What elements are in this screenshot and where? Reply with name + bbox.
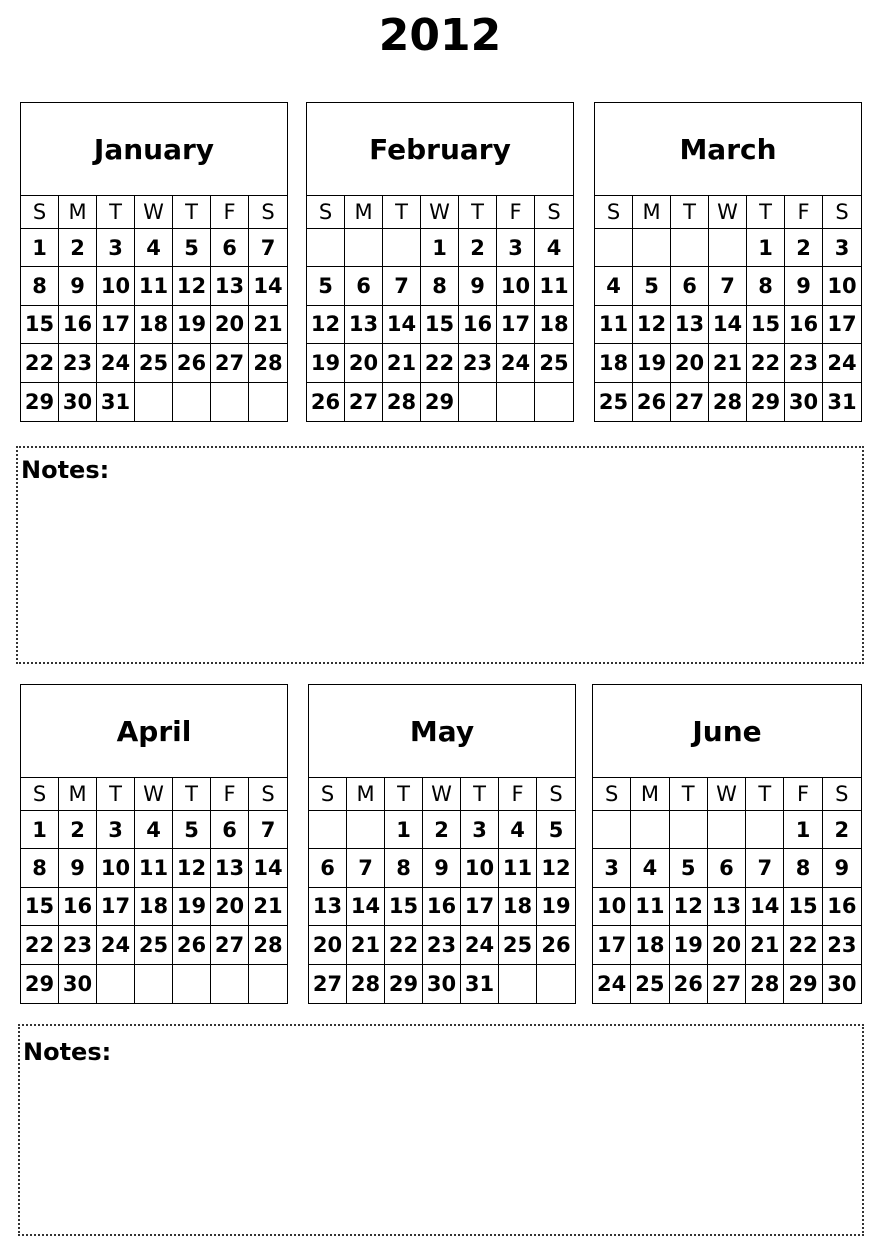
empty-day-cell: [307, 229, 345, 267]
day-cell[interactable]: 9: [785, 267, 823, 305]
day-cell[interactable]: 20: [211, 306, 249, 344]
day-cell[interactable]: 18: [135, 306, 173, 344]
weekday-header: S: [249, 778, 287, 811]
day-cell[interactable]: 16: [785, 306, 823, 344]
day-cell[interactable]: 10: [497, 267, 535, 305]
day-cell[interactable]: 15: [21, 306, 59, 344]
day-cell[interactable]: 20: [211, 888, 249, 926]
day-cell[interactable]: 3: [823, 229, 861, 267]
day-cell[interactable]: 22: [784, 926, 822, 964]
day-cell[interactable]: 13: [671, 306, 709, 344]
day-cell[interactable]: 23: [59, 344, 97, 382]
day-cell[interactable]: 12: [670, 888, 708, 926]
weekday-header: F: [785, 196, 823, 229]
day-cell[interactable]: 9: [59, 849, 97, 887]
month-calendar-march: [594, 102, 862, 422]
month-name: January: [21, 103, 287, 196]
day-cell[interactable]: 21: [709, 344, 747, 382]
day-cell[interactable]: 6: [211, 229, 249, 267]
month-calendar-june: [592, 684, 862, 1004]
day-cell[interactable]: 16: [59, 888, 97, 926]
day-cell[interactable]: 19: [173, 888, 211, 926]
weekday-header: T: [746, 778, 784, 811]
empty-day-cell: [309, 811, 347, 849]
day-cell[interactable]: 1: [385, 811, 423, 849]
weekday-header: W: [709, 196, 747, 229]
day-cell[interactable]: 1: [21, 811, 59, 849]
day-cell[interactable]: 22: [385, 926, 423, 964]
day-cell[interactable]: 12: [307, 306, 345, 344]
weekday-header: T: [385, 778, 423, 811]
empty-day-cell: [595, 229, 633, 267]
day-cell[interactable]: 1: [21, 229, 59, 267]
day-cell[interactable]: 22: [747, 344, 785, 382]
day-cell[interactable]: 8: [421, 267, 459, 305]
day-cell[interactable]: 21: [383, 344, 421, 382]
month-grid: [21, 778, 287, 1003]
day-cell[interactable]: 29: [21, 965, 59, 1003]
empty-day-cell: [633, 229, 671, 267]
day-cell[interactable]: 29: [747, 383, 785, 421]
day-cell[interactable]: 11: [535, 267, 573, 305]
day-cell[interactable]: 17: [593, 926, 631, 964]
day-cell[interactable]: 16: [459, 306, 497, 344]
day-cell[interactable]: 28: [709, 383, 747, 421]
day-cell[interactable]: 24: [461, 926, 499, 964]
weekday-header: M: [633, 196, 671, 229]
empty-day-cell: [593, 811, 631, 849]
day-cell[interactable]: 16: [823, 888, 861, 926]
day-cell[interactable]: 27: [211, 344, 249, 382]
day-cell[interactable]: 11: [631, 888, 669, 926]
day-cell[interactable]: 19: [633, 344, 671, 382]
day-cell[interactable]: 29: [421, 383, 459, 421]
empty-day-cell: [345, 229, 383, 267]
day-cell[interactable]: 2: [823, 811, 861, 849]
day-cell[interactable]: 24: [97, 926, 135, 964]
day-cell[interactable]: 10: [593, 888, 631, 926]
day-cell[interactable]: 17: [497, 306, 535, 344]
day-cell[interactable]: 4: [595, 267, 633, 305]
weekday-header: M: [59, 778, 97, 811]
day-cell[interactable]: 20: [345, 344, 383, 382]
day-cell[interactable]: 10: [823, 267, 861, 305]
day-cell[interactable]: 23: [785, 344, 823, 382]
day-cell[interactable]: 22: [21, 926, 59, 964]
day-cell[interactable]: 7: [383, 267, 421, 305]
empty-day-cell: [671, 229, 709, 267]
day-cell[interactable]: 3: [97, 811, 135, 849]
empty-day-cell: [249, 965, 287, 1003]
empty-day-cell: [499, 965, 537, 1003]
day-cell[interactable]: 28: [249, 344, 287, 382]
day-cell[interactable]: 8: [784, 849, 822, 887]
weekday-header: W: [708, 778, 746, 811]
weekday-header: W: [423, 778, 461, 811]
day-cell[interactable]: 18: [535, 306, 573, 344]
weekday-header: S: [595, 196, 633, 229]
day-cell[interactable]: 10: [97, 849, 135, 887]
day-cell[interactable]: 14: [347, 888, 385, 926]
day-cell[interactable]: 18: [595, 344, 633, 382]
day-cell[interactable]: 26: [537, 926, 575, 964]
day-cell[interactable]: 26: [173, 926, 211, 964]
day-cell[interactable]: 25: [135, 344, 173, 382]
month-calendar-april: [20, 684, 288, 1004]
day-cell[interactable]: 18: [499, 888, 537, 926]
day-cell[interactable]: 4: [135, 811, 173, 849]
empty-day-cell: [497, 383, 535, 421]
day-cell[interactable]: 23: [423, 926, 461, 964]
day-cell[interactable]: 4: [631, 849, 669, 887]
day-cell[interactable]: 24: [497, 344, 535, 382]
day-cell[interactable]: 15: [747, 306, 785, 344]
day-cell[interactable]: 1: [784, 811, 822, 849]
day-cell[interactable]: 16: [423, 888, 461, 926]
day-cell[interactable]: 15: [385, 888, 423, 926]
day-cell[interactable]: 5: [670, 849, 708, 887]
day-cell[interactable]: 11: [595, 306, 633, 344]
day-cell[interactable]: 3: [497, 229, 535, 267]
day-cell[interactable]: 10: [461, 849, 499, 887]
day-cell[interactable]: 20: [671, 344, 709, 382]
day-cell[interactable]: 2: [59, 229, 97, 267]
day-cell[interactable]: 24: [823, 344, 861, 382]
weekday-header: S: [249, 196, 287, 229]
weekday-header: F: [211, 196, 249, 229]
day-cell[interactable]: 24: [593, 965, 631, 1003]
day-cell[interactable]: 15: [784, 888, 822, 926]
day-cell[interactable]: 8: [747, 267, 785, 305]
day-cell[interactable]: 27: [671, 383, 709, 421]
month-name: April: [21, 685, 287, 778]
day-cell[interactable]: 23: [59, 926, 97, 964]
day-cell[interactable]: 30: [827, 971, 857, 996]
weekday-header: W: [135, 196, 173, 229]
day-cell[interactable]: 14: [249, 267, 287, 305]
weekday-header: F: [211, 778, 249, 811]
day-cell[interactable]: 30: [423, 965, 461, 1003]
day-cell[interactable]: 11: [499, 849, 537, 887]
weekday-header: T: [461, 778, 499, 811]
day-cell[interactable]: 4: [499, 811, 537, 849]
day-cell[interactable]: 26: [633, 383, 671, 421]
day-cell[interactable]: 25: [135, 926, 173, 964]
day-cell[interactable]: 13: [708, 888, 746, 926]
weekday-header: S: [309, 778, 347, 811]
day-cell[interactable]: 6: [309, 849, 347, 887]
day-cell[interactable]: 25: [499, 926, 537, 964]
day-cell[interactable]: 19: [537, 888, 575, 926]
day-cell[interactable]: 31: [461, 965, 499, 1003]
day-cell[interactable]: 12: [173, 849, 211, 887]
day-cell[interactable]: 4: [535, 229, 573, 267]
day-cell[interactable]: 17: [461, 888, 499, 926]
day-cell[interactable]: 14: [709, 306, 747, 344]
day-cell[interactable]: 5: [633, 267, 671, 305]
weekday-header: W: [421, 196, 459, 229]
day-cell[interactable]: 9: [459, 267, 497, 305]
day-cell[interactable]: 7: [746, 849, 784, 887]
empty-day-cell: [709, 229, 747, 267]
day-cell[interactable]: 7: [249, 229, 287, 267]
empty-day-cell: [459, 383, 497, 421]
month-name: June: [593, 685, 861, 778]
day-cell[interactable]: 1: [747, 229, 785, 267]
day-cell[interactable]: 30: [785, 383, 823, 421]
empty-day-cell: [383, 229, 421, 267]
day-cell[interactable]: 27: [708, 965, 746, 1003]
day-cell[interactable]: 1: [421, 229, 459, 267]
weekday-header: T: [97, 196, 135, 229]
day-cell[interactable]: 25: [631, 965, 669, 1003]
day-cell[interactable]: 5: [173, 229, 211, 267]
day-cell[interactable]: 20: [309, 926, 347, 964]
day-cell[interactable]: 5: [307, 267, 345, 305]
weekday-header: S: [823, 196, 861, 229]
empty-day-cell: [173, 383, 211, 421]
day-cell[interactable]: 5: [173, 811, 211, 849]
weekday-header: M: [631, 778, 669, 811]
day-cell[interactable]: 27: [309, 965, 347, 1003]
day-cell[interactable]: 12: [173, 267, 211, 305]
day-cell[interactable]: 20: [708, 926, 746, 964]
day-cell[interactable]: 15: [421, 306, 459, 344]
day-cell[interactable]: 13: [211, 849, 249, 887]
weekday-header: T: [97, 778, 135, 811]
day-cell[interactable]: 7: [709, 267, 747, 305]
day-cell[interactable]: 8: [21, 849, 59, 887]
day-cell[interactable]: 19: [307, 344, 345, 382]
month-name: February: [307, 103, 573, 196]
day-cell[interactable]: 18: [631, 926, 669, 964]
day-cell[interactable]: 14: [249, 849, 287, 887]
day-cell[interactable]: 22: [21, 344, 59, 382]
day-cell[interactable]: 13: [211, 267, 249, 305]
day-cell[interactable]: 28: [746, 965, 784, 1003]
day-cell[interactable]: 4: [135, 229, 173, 267]
day-cell[interactable]: 23: [459, 344, 497, 382]
notes-label: Notes:: [21, 456, 110, 484]
notes-box-1[interactable]: [16, 446, 864, 664]
day-cell[interactable]: 21: [249, 888, 287, 926]
day-cell[interactable]: 13: [345, 306, 383, 344]
weekday-header: S: [21, 196, 59, 229]
empty-day-cell: [535, 383, 573, 421]
weekday-header: T: [671, 196, 709, 229]
day-cell[interactable]: 10: [97, 267, 135, 305]
day-cell[interactable]: 3: [461, 811, 499, 849]
empty-day-cell: [746, 811, 784, 849]
empty-day-cell: [135, 383, 173, 421]
day-cell[interactable]: 8: [385, 849, 423, 887]
day-cell[interactable]: 28: [383, 383, 421, 421]
month-calendar-february: [306, 102, 574, 422]
day-cell[interactable]: 31: [97, 383, 135, 421]
day-cell[interactable]: 9: [59, 267, 97, 305]
day-cell[interactable]: 14: [383, 306, 421, 344]
day-cell[interactable]: 12: [537, 849, 575, 887]
empty-day-cell: [537, 965, 575, 1003]
day-cell[interactable]: 30: [59, 383, 97, 421]
day-cell[interactable]: 2: [423, 811, 461, 849]
day-cell[interactable]: 28: [347, 965, 385, 1003]
weekday-header: T: [747, 196, 785, 229]
day-cell[interactable]: 21: [347, 926, 385, 964]
day-cell[interactable]: 18: [135, 888, 173, 926]
day-cell[interactable]: 7: [249, 811, 287, 849]
month-calendar-january: [20, 102, 288, 422]
empty-day-cell: [249, 383, 287, 421]
empty-day-cell: [347, 811, 385, 849]
weekday-header: F: [497, 196, 535, 229]
day-cell[interactable]: 6: [708, 849, 746, 887]
day-cell[interactable]: 6: [345, 267, 383, 305]
empty-day-cell: [211, 383, 249, 421]
day-cell[interactable]: 9: [423, 849, 461, 887]
weekday-header: T: [383, 196, 421, 229]
weekday-header: M: [345, 196, 383, 229]
day-cell[interactable]: 19: [173, 306, 211, 344]
day-cell[interactable]: 21: [249, 306, 287, 344]
day-cell[interactable]: 3: [593, 849, 631, 887]
weekday-header: T: [173, 196, 211, 229]
notes-box-2[interactable]: [18, 1024, 864, 1236]
day-cell[interactable]: 6: [211, 811, 249, 849]
day-cell[interactable]: 7: [347, 849, 385, 887]
day-cell[interactable]: 14: [746, 888, 784, 926]
empty-day-cell: [211, 965, 249, 1003]
day-cell[interactable]: 12: [633, 306, 671, 344]
day-cell[interactable]: 11: [135, 267, 173, 305]
weekday-header: S: [21, 778, 59, 811]
weekday-header: S: [535, 196, 573, 229]
weekday-header: F: [499, 778, 537, 811]
weekday-header: M: [347, 778, 385, 811]
empty-day-cell: [97, 965, 135, 1003]
day-cell[interactable]: 26: [173, 344, 211, 382]
day-cell[interactable]: 5: [537, 811, 575, 849]
day-cell[interactable]: 2: [59, 811, 97, 849]
day-cell[interactable]: 9: [823, 849, 861, 887]
notes-label: Notes:: [23, 1038, 112, 1066]
day-cell[interactable]: 13: [309, 888, 347, 926]
month-calendar-may: [308, 684, 576, 1004]
month-grid: [595, 196, 861, 421]
weekday-header: T: [670, 778, 708, 811]
day-cell[interactable]: 26: [670, 965, 708, 1003]
day-cell[interactable]: 22: [421, 344, 459, 382]
weekday-header: S: [593, 778, 631, 811]
day-cell[interactable]: 17: [97, 306, 135, 344]
empty-day-cell: [173, 965, 211, 1003]
day-cell[interactable]: 24: [97, 344, 135, 382]
empty-day-cell: [135, 965, 173, 1003]
day-cell[interactable]: 16: [59, 306, 97, 344]
weekday-header: W: [135, 778, 173, 811]
day-cell[interactable]: 31: [827, 389, 857, 414]
month-grid: [593, 778, 861, 1003]
empty-day-cell: [708, 811, 746, 849]
year-title: 2012: [378, 10, 502, 61]
day-cell[interactable]: 6: [671, 267, 709, 305]
month-grid: [21, 196, 287, 421]
day-cell[interactable]: 30: [59, 965, 97, 1003]
day-cell[interactable]: 29: [784, 965, 822, 1003]
day-cell[interactable]: 3: [97, 229, 135, 267]
empty-day-cell: [670, 811, 708, 849]
day-cell[interactable]: 27: [211, 926, 249, 964]
day-cell[interactable]: 29: [21, 383, 59, 421]
month-name: May: [309, 685, 575, 778]
weekday-header: F: [784, 778, 822, 811]
day-cell[interactable]: 27: [345, 383, 383, 421]
day-cell[interactable]: 2: [785, 229, 823, 267]
weekday-header: T: [459, 196, 497, 229]
month-grid: [307, 196, 573, 421]
day-cell[interactable]: 17: [823, 306, 861, 344]
day-cell[interactable]: 29: [385, 965, 423, 1003]
day-cell[interactable]: 11: [135, 849, 173, 887]
empty-day-cell: [631, 811, 669, 849]
weekday-header: S: [537, 778, 575, 811]
day-cell[interactable]: 15: [21, 888, 59, 926]
day-cell[interactable]: 23: [823, 926, 861, 964]
day-cell[interactable]: 25: [535, 344, 573, 382]
month-name: March: [595, 103, 861, 196]
weekday-header: T: [173, 778, 211, 811]
day-cell[interactable]: 25: [595, 383, 633, 421]
day-cell[interactable]: 21: [746, 926, 784, 964]
day-cell[interactable]: 26: [307, 383, 345, 421]
day-cell[interactable]: 28: [249, 926, 287, 964]
weekday-header: M: [59, 196, 97, 229]
day-cell[interactable]: 2: [459, 229, 497, 267]
day-cell[interactable]: 19: [670, 926, 708, 964]
weekday-header: S: [307, 196, 345, 229]
day-cell[interactable]: 8: [21, 267, 59, 305]
day-cell[interactable]: 17: [97, 888, 135, 926]
month-grid: [309, 778, 575, 1003]
weekday-header: S: [823, 778, 861, 811]
